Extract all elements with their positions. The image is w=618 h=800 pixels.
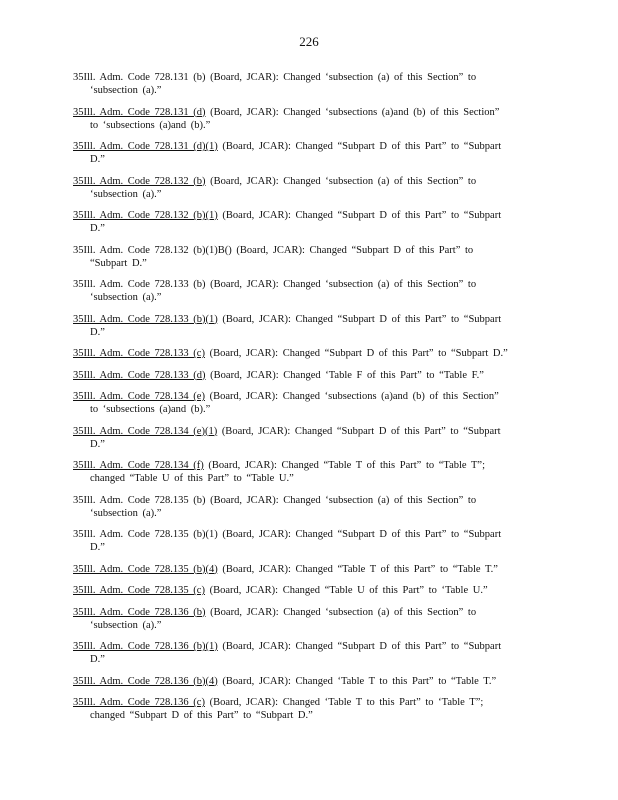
change-text: (Board, JCAR): Changed ‘subsections (a)and (b) of this Section” xyxy=(210,106,500,118)
change-text-continued: D.” xyxy=(90,438,105,450)
change-text-continued: D.” xyxy=(90,326,105,338)
change-entry xyxy=(73,459,543,485)
change-text: (Board, JCAR): Changed ‘subsection (a) of this Section” to xyxy=(210,72,477,83)
change-text: (Board, JCAR): Changed “Subpart D of this Part” to xyxy=(236,244,474,256)
change-text: (Board, JCAR): Changed “Subpart D of this Part” to “Subpart xyxy=(222,313,502,325)
code-reference: 35Ill. Adm. Code 728.136 (b)(1) xyxy=(73,641,218,652)
code-reference: 35Ill. Adm. Code 728.134 (e) xyxy=(73,391,205,402)
change-text: (Board, JCAR): Changed “Table U of this Part” to ‘Table U.” xyxy=(209,585,488,596)
change-entry xyxy=(73,244,543,270)
change-text: (Board, JCAR): Changed “Subpart D of this Part” to “Subpart xyxy=(222,529,502,540)
change-text-continued: changed “Subpart D of this Part” to “Subpart D.” xyxy=(90,710,313,721)
code-reference: 35Ill. Adm. Code 728.133 (b)(1) xyxy=(73,313,218,325)
change-entry xyxy=(73,425,543,451)
change-entry xyxy=(73,390,543,416)
change-entry xyxy=(73,278,543,304)
code-reference: 35Ill. Adm. Code 728.131 (d) xyxy=(73,106,206,118)
page-number: 226 xyxy=(299,34,319,49)
change-text: (Board, JCAR): Changed “Table T of this Part” to “Table T.” xyxy=(222,563,498,575)
code-reference: 35Ill. Adm. Code 728.134 (e)(1) xyxy=(73,425,218,437)
change-entry xyxy=(73,696,543,722)
change-entry xyxy=(73,675,543,688)
change-entry xyxy=(73,175,543,201)
code-reference: 35Ill. Adm. Code 728.135 (c) xyxy=(73,585,205,596)
change-entry xyxy=(73,313,543,339)
change-text-continued: D.” xyxy=(90,654,105,665)
change-entry xyxy=(73,347,543,360)
change-text: (Board, JCAR): Changed “Subpart D of this Part” to “Subpart xyxy=(222,641,502,652)
change-text: (Board, JCAR): Changed ‘subsection (a) of this Section” to xyxy=(210,494,477,506)
change-text-continued: ‘subsection (a).” xyxy=(90,507,162,519)
code-reference: 35Ill. Adm. Code 728.136 (b) xyxy=(73,606,206,618)
change-entry xyxy=(73,140,543,166)
change-text-continued: ‘subsection (a).” xyxy=(90,85,162,96)
change-list xyxy=(73,71,543,731)
code-reference: 35Ill. Adm. Code 728.133 (b) xyxy=(73,279,206,290)
code-reference: 35Ill. Adm. Code 728.132 (b)(1)B() xyxy=(73,244,232,256)
change-entry xyxy=(73,584,543,597)
change-entry xyxy=(73,106,543,132)
code-reference: 35Ill. Adm. Code 728.135 (b)(4) xyxy=(73,563,218,575)
code-reference: 35Ill. Adm. Code 728.131 (d)(1) xyxy=(73,141,218,152)
change-entry xyxy=(73,209,543,235)
change-text: (Board, JCAR): Changed “Subpart D of this Part” to “Subpart xyxy=(222,141,502,152)
change-text-continued: to ‘subsections (a)and (b).” xyxy=(90,119,211,131)
code-reference: 35Ill. Adm. Code 728.136 (b)(4) xyxy=(73,675,218,687)
change-text: (Board, JCAR): Changed ‘Table F of this Part” to “Table F.” xyxy=(210,369,484,381)
change-text: (Board, JCAR): Changed ‘Table T to this Part” to “Table T.” xyxy=(222,675,497,687)
change-text-continued: to ‘subsections (a)and (b).” xyxy=(90,404,211,415)
change-text-continued: ‘subsection (a).” xyxy=(90,619,162,631)
code-reference: 35Ill. Adm. Code 728.136 (c) xyxy=(73,697,205,708)
change-entry xyxy=(73,563,543,576)
change-text-continued: “Subpart D.” xyxy=(90,257,147,269)
change-text: (Board, JCAR): Changed ‘subsection (a) of this Section” to xyxy=(210,279,477,290)
change-text: (Board, JCAR): Changed “Subpart D of this Part” to “Subpart D.” xyxy=(209,348,508,359)
change-text: (Board, JCAR): Changed “Subpart D of this Part” to “Subpart xyxy=(221,425,501,437)
change-text-continued: D.” xyxy=(90,542,105,553)
change-text-continued: D.” xyxy=(90,154,105,165)
change-text: (Board, JCAR): Changed ‘subsection (a) of this Section” to xyxy=(210,175,477,187)
code-reference: 35Ill. Adm. Code 728.135 (b)(1) xyxy=(73,529,218,540)
code-reference: 35Ill. Adm. Code 728.133 (d) xyxy=(73,369,206,381)
change-entry xyxy=(73,640,543,666)
change-entry xyxy=(73,71,543,97)
change-text-continued: D.” xyxy=(90,223,105,234)
change-entry xyxy=(73,528,543,554)
code-reference: 35Ill. Adm. Code 728.131 (b) xyxy=(73,72,206,83)
change-entry xyxy=(73,606,543,632)
change-text: (Board, JCAR): Changed ‘subsection (a) of this Section” to xyxy=(210,606,477,618)
code-reference: 35Ill. Adm. Code 728.135 (b) xyxy=(73,494,206,506)
code-reference: 35Ill. Adm. Code 728.132 (b) xyxy=(73,175,206,187)
change-text: (Board, JCAR): Changed ‘subsections (a)and (b) of this Section” xyxy=(209,391,499,402)
change-text-continued: changed “Table U of this Part” to “Table U.” xyxy=(90,473,294,484)
change-text: (Board, JCAR): Changed “Subpart D of this Part” to “Subpart xyxy=(222,210,502,221)
change-text: (Board, JCAR): Changed “Table T of this Part” to “Table T”; xyxy=(208,460,486,471)
code-reference: 35Ill. Adm. Code 728.132 (b)(1) xyxy=(73,210,218,221)
code-reference: 35Ill. Adm. Code 728.133 (c) xyxy=(73,348,205,359)
change-text: (Board, JCAR): Changed ‘Table T to this Part” to ‘Table T”; xyxy=(209,697,484,708)
change-entry xyxy=(73,494,543,520)
change-entry xyxy=(73,369,543,382)
change-text-continued: ‘subsection (a).” xyxy=(90,292,162,303)
change-text-continued: ‘subsection (a).” xyxy=(90,188,162,200)
code-reference: 35Ill. Adm. Code 728.134 (f) xyxy=(73,460,204,471)
